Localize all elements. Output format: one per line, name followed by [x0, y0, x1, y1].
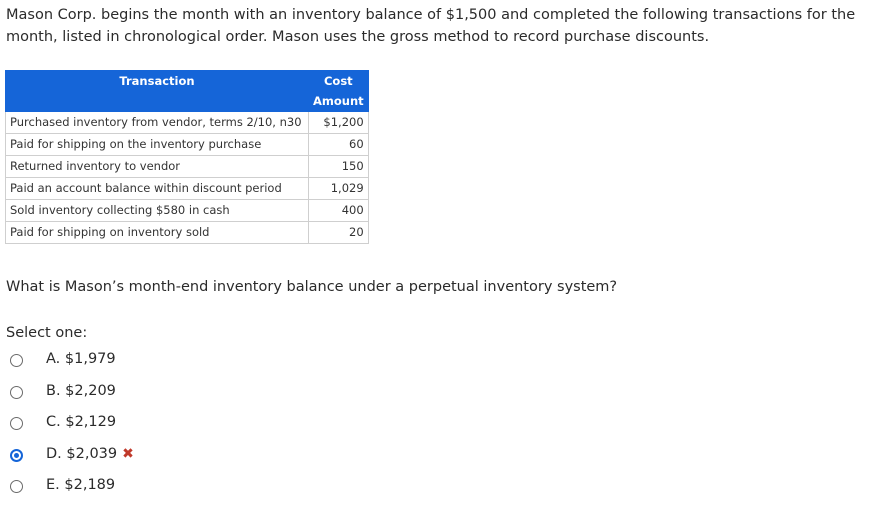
transaction-cell: Paid for shipping on the inventory purchase: [6, 134, 309, 156]
table-row: [6, 134, 369, 156]
radio-button-a[interactable]: [10, 354, 23, 367]
option-a[interactable]: [0, 347, 300, 379]
radio-button-b[interactable]: [10, 386, 23, 399]
amount-cell: 20: [309, 222, 369, 244]
table-row: [6, 222, 369, 244]
amount-cell: 400: [309, 200, 369, 222]
transaction-cell: Paid an account balance within discount period: [6, 178, 309, 200]
transaction-cell: Paid for shipping on inventory sold: [6, 222, 309, 244]
option-c[interactable]: [0, 410, 300, 442]
table-row: [6, 200, 369, 222]
amount-cell: 150: [309, 156, 369, 178]
option-c-label: C. $2,129: [46, 414, 117, 430]
question-intro: Mason Corp. begins the month with an inventory balance of $1,500 and completed the following transactions for the month, listed in chronological order. Mason uses the gross method to record purchase discounts.: [6, 7, 856, 45]
amount-cell: 60: [309, 134, 369, 156]
transactions-table: [5, 70, 369, 244]
amount-cell: $1,200: [309, 112, 369, 134]
table-row: [6, 178, 369, 200]
transaction-cell: Returned inventory to vendor: [6, 156, 309, 178]
transaction-cell: Purchased inventory from vendor, terms 2/10, n30: [6, 112, 309, 134]
option-b-label: B. $2,209: [46, 382, 116, 399]
select-one-label: Select one:: [6, 325, 88, 341]
option-d[interactable]: [0, 442, 300, 474]
option-a-label: A. $1,979: [46, 351, 116, 367]
header-transaction: Transaction: [6, 71, 309, 112]
incorrect-x-icon: ✖: [122, 445, 134, 462]
option-b[interactable]: [0, 379, 300, 411]
amount-cell: 1,029: [309, 178, 369, 200]
radio-button-e[interactable]: [10, 480, 23, 493]
header-cost-amount: Cost Amount: [309, 71, 369, 112]
transaction-cell: Sold inventory collecting $580 in cash: [6, 200, 309, 222]
table-row: [6, 112, 369, 134]
option-d-label-wrap: [46, 446, 134, 462]
option-d-label: D. $2,039: [46, 445, 118, 462]
option-e-label: E. $2,189: [46, 477, 116, 493]
answer-options: [0, 347, 300, 505]
radio-button-d-selected[interactable]: [10, 449, 23, 462]
radio-button-c[interactable]: [10, 417, 23, 430]
question-prompt: What is Mason’s month-end inventory balance under a perpetual inventory system?: [6, 279, 618, 295]
table-row: [6, 156, 369, 178]
table-header-row: [6, 71, 369, 112]
option-e[interactable]: [0, 473, 300, 505]
